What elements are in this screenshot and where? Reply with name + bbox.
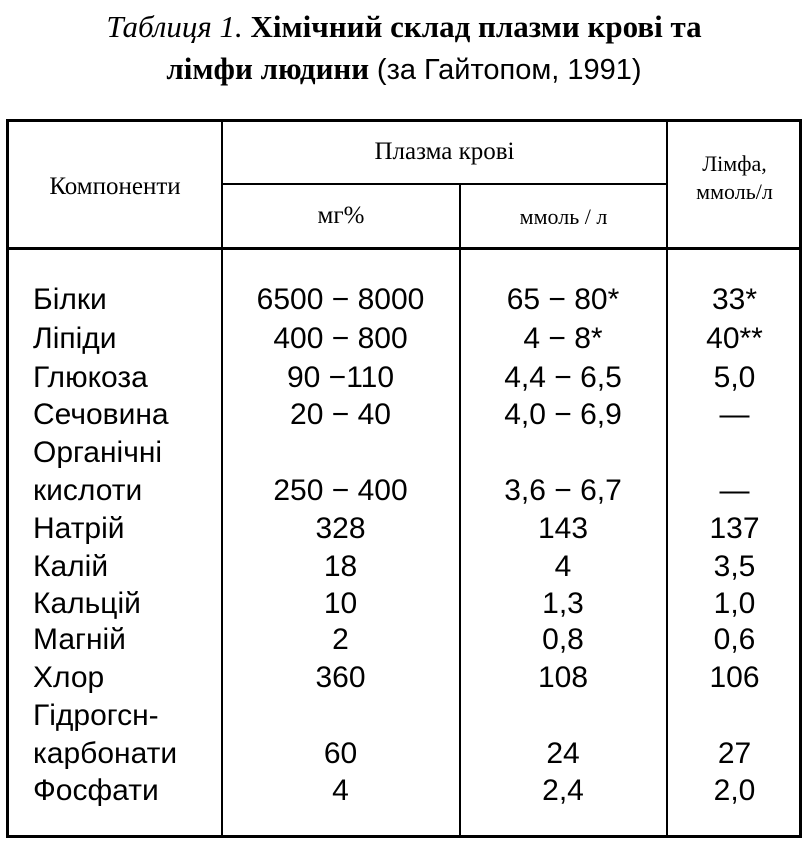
lymph-value: — — [719, 398, 750, 431]
header-components: Компоненти — [49, 173, 181, 200]
component-name: Ліпіди — [33, 322, 117, 355]
component-name: Магній — [33, 623, 126, 656]
plasma-mg-value: 60 — [323, 737, 358, 770]
lymph-value: 2,0 — [713, 774, 756, 807]
lymph-value: 40** — [706, 322, 763, 355]
lymph-value: 3,5 — [713, 550, 756, 583]
component-name: Калій — [33, 550, 109, 583]
plasma-mg-value: 90 −110 — [286, 361, 395, 394]
plasma-mmol-value: 1,3 — [542, 587, 584, 620]
plasma-mmol-value: 4 − 8* — [523, 322, 603, 355]
plasma-mg-value: 328 — [315, 512, 366, 545]
table-row — [0, 548, 808, 585]
header-lymph-line-1: Лімфа, — [702, 151, 767, 176]
table-heading-part-2: лімфи людини — [166, 51, 370, 86]
plasma-mg-value: 360 — [315, 661, 366, 694]
lymph-value: 5,0 — [713, 361, 756, 394]
plasma-mg-value: 400 − 800 — [273, 322, 408, 355]
plasma-mmol-value: 4,4 − 6,5 — [504, 361, 622, 394]
plasma-mmol-value: 24 — [546, 737, 580, 770]
lymph-value: 1,0 — [713, 587, 756, 620]
table-title-line-2 — [0, 50, 808, 89]
table-row — [0, 621, 808, 658]
header-bottom-line — [7, 247, 801, 250]
component-name: карбонати — [33, 737, 178, 770]
table-title-line-1 — [0, 8, 808, 46]
table-row — [0, 396, 808, 433]
plasma-mg-value: 20 − 40 — [290, 398, 391, 431]
table-row — [0, 585, 808, 622]
table-row — [0, 735, 808, 772]
component-name: Глюкоза — [33, 361, 148, 394]
plasma-mg-value: 2 — [332, 623, 349, 656]
table-row — [0, 772, 808, 809]
lymph-value: 27 — [717, 737, 752, 770]
plasma-mg-value: 10 — [323, 587, 358, 620]
table-heading-part-1: Хімічний склад плазми крові та — [250, 9, 702, 44]
component-name: Гідрогсн- — [33, 699, 159, 732]
table-row — [0, 697, 808, 734]
component-name: Сечовина — [33, 398, 169, 431]
component-name: Фосфати — [33, 774, 159, 807]
component-name: Органічні — [33, 436, 163, 469]
header-mg: мг% — [317, 202, 365, 229]
component-name: Кальцій — [33, 587, 141, 620]
component-name: кислоти — [33, 474, 143, 507]
header-lymph-line-2: ммоль/л — [696, 179, 773, 204]
plasma-mmol-value: 108 — [537, 661, 589, 694]
table-row — [0, 510, 808, 547]
plasma-mmol-value: 65 − 80* — [506, 283, 620, 316]
plasma-mg-value: 6500 − 8000 — [256, 283, 425, 316]
table-row — [0, 281, 808, 318]
header-plasma: Плазма крові — [374, 138, 515, 165]
plasma-mmol-value: 4 — [554, 550, 572, 583]
table-source: (за Гайтопом, 1991) — [376, 54, 642, 86]
plasma-mg-value: 4 — [332, 774, 349, 807]
lymph-value: — — [719, 474, 750, 507]
plasma-mmol-value: 4,0 − 6,9 — [504, 398, 622, 431]
lymph-value: 0,6 — [713, 623, 756, 656]
header-mmol: ммоль / л — [519, 204, 608, 229]
component-name: Білки — [33, 283, 107, 316]
lymph-value: 33* — [711, 283, 758, 316]
plasma-mmol-value: 0,8 — [542, 623, 584, 656]
plasma-mg-value: 250 − 400 — [273, 474, 408, 507]
component-name: Натрій — [33, 512, 125, 545]
table-label: Таблиця 1. — [106, 9, 243, 44]
lymph-value: 106 — [709, 661, 760, 694]
plasma-mg-value: 18 — [323, 550, 358, 583]
table-row — [0, 659, 808, 696]
table-row — [0, 359, 808, 396]
plasma-mmol-value: 3,6 − 6,7 — [504, 474, 622, 507]
header-subdivider — [221, 183, 666, 185]
plasma-mmol-value: 2,4 — [542, 774, 584, 807]
table-row — [0, 320, 808, 357]
lymph-value: 137 — [709, 512, 760, 545]
table-row — [0, 472, 808, 509]
plasma-mmol-value: 143 — [537, 512, 589, 545]
table-row — [0, 434, 808, 471]
component-name: Хлор — [33, 661, 105, 694]
